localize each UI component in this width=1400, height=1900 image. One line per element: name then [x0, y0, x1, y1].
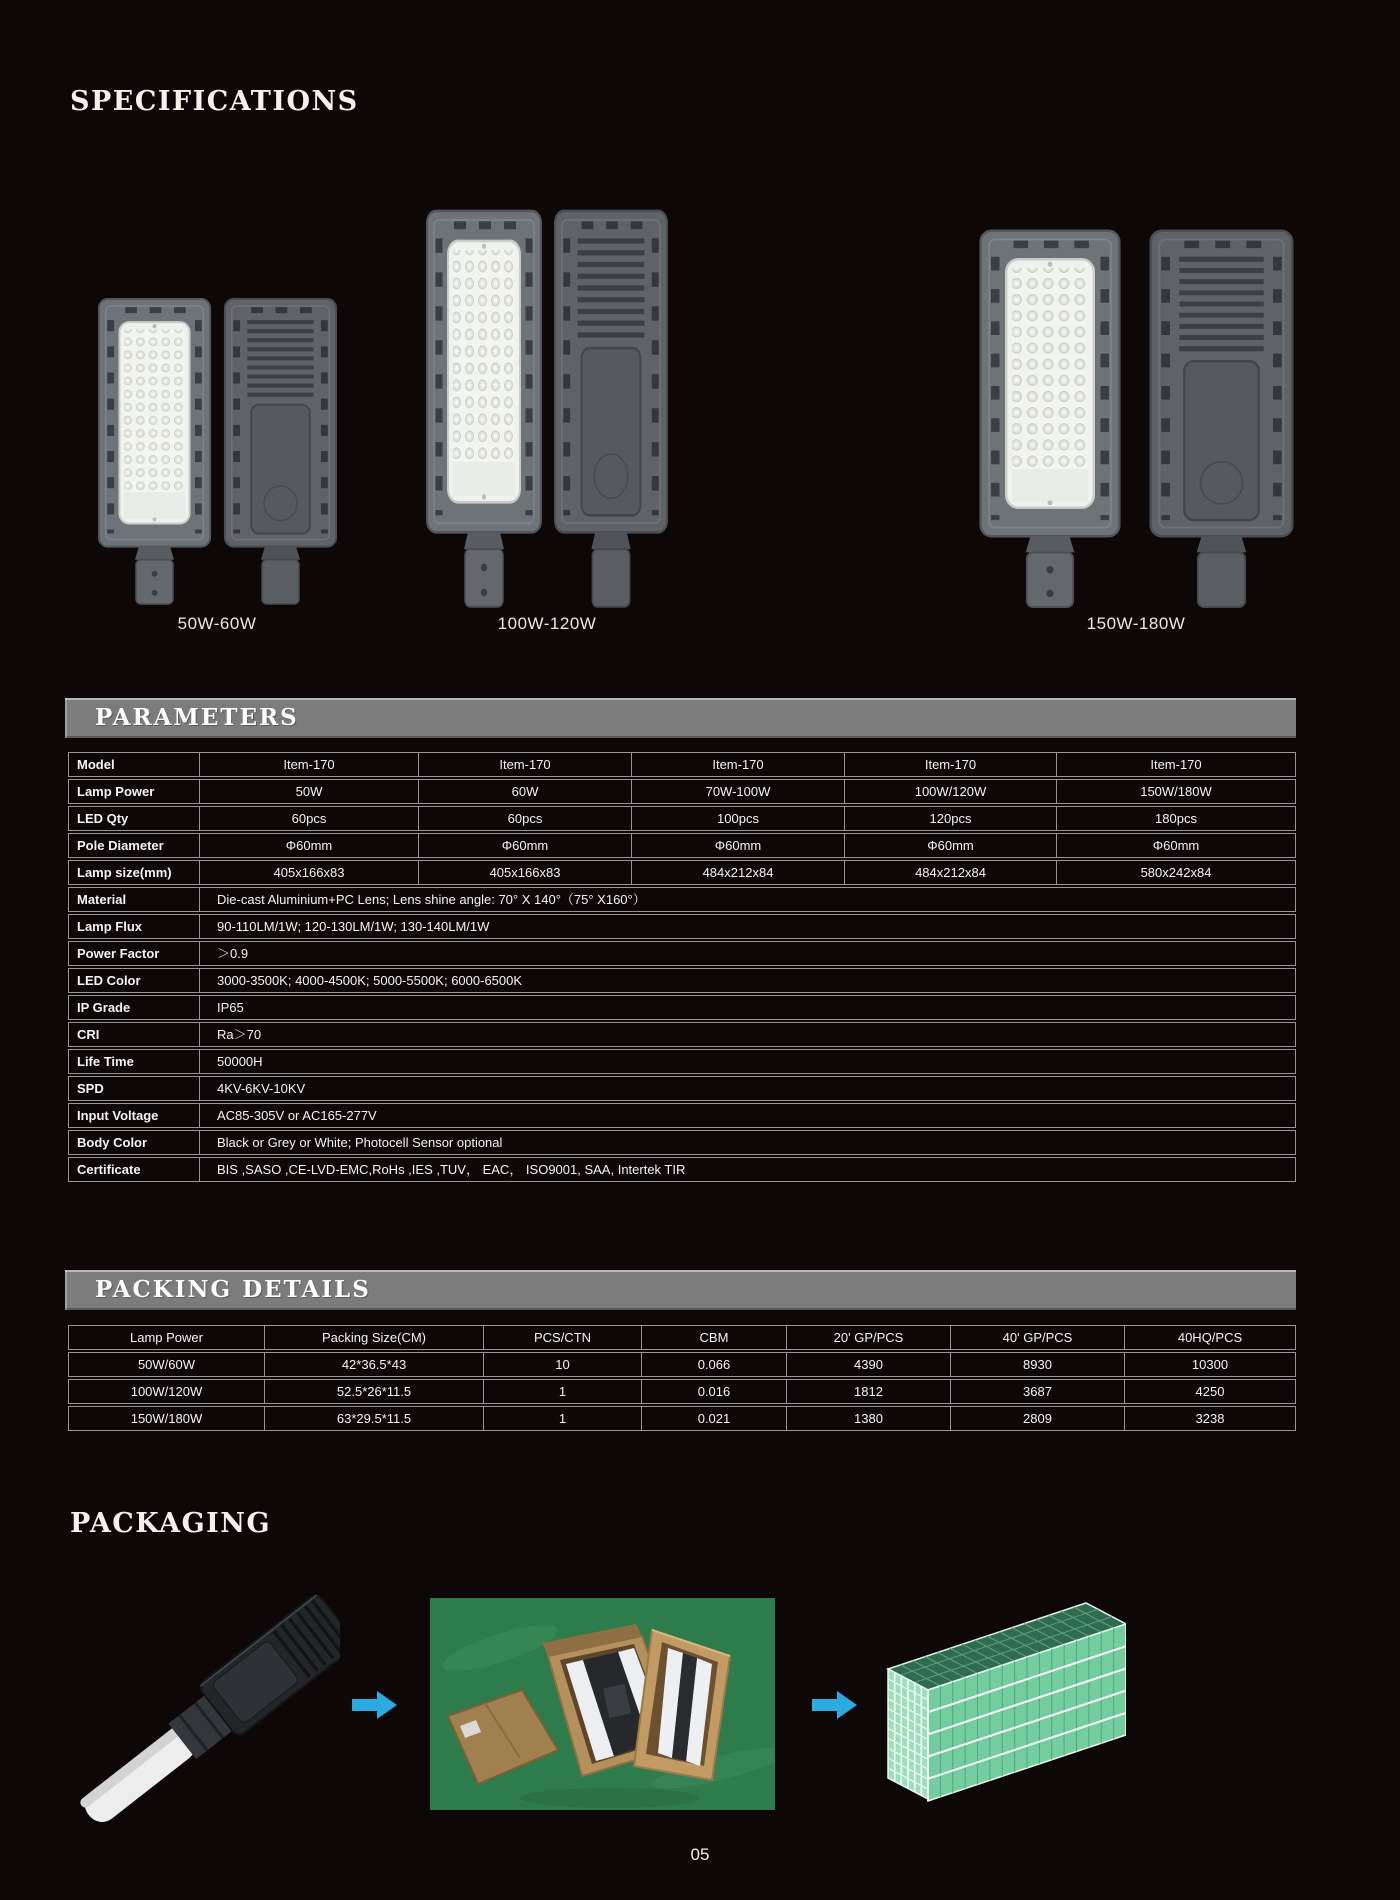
- param-label-cell: Input Voltage: [68, 1103, 200, 1128]
- packing-cell: 10: [483, 1352, 642, 1377]
- param-value-cell: Item-170: [631, 752, 845, 777]
- packing-cell: 10300: [1124, 1352, 1296, 1377]
- param-label-cell: Lamp Flux: [68, 914, 200, 939]
- flow-arrow-icon: [812, 1690, 858, 1720]
- table-row: [68, 995, 1296, 1020]
- packing-cell: 42*36.5*43: [264, 1352, 484, 1377]
- table-row: [68, 1406, 1296, 1431]
- table-row: [68, 914, 1296, 939]
- packing-cell: 1380: [786, 1406, 951, 1431]
- param-label-cell: Model: [68, 752, 200, 777]
- param-value-cell: 60pcs: [418, 806, 632, 831]
- packing-header-cell: 40HQ/PCS: [1124, 1325, 1296, 1350]
- param-label-cell: LED Qty: [68, 806, 200, 831]
- streetlight-100w-back-image: [552, 207, 670, 612]
- param-value-cell: 60pcs: [199, 806, 419, 831]
- packing-table: [68, 1325, 1296, 1433]
- streetlight-150w-front-image: [977, 227, 1123, 612]
- packing-header-cell: Lamp Power: [68, 1325, 265, 1350]
- packing-cell: 100W/120W: [68, 1379, 265, 1404]
- table-row: [68, 1157, 1296, 1182]
- param-value-cell: Φ60mm: [631, 833, 845, 858]
- param-value-cell: 50W: [199, 779, 419, 804]
- param-value-cell: Die-cast Aluminium+PC Lens; Lens shine angle: 70° X 140°（75° X160°）: [199, 887, 1296, 912]
- table-row: [68, 752, 1296, 777]
- param-value-cell: Item-170: [418, 752, 632, 777]
- param-value-cell: 405x166x83: [418, 860, 632, 885]
- table-row: [68, 1022, 1296, 1047]
- param-value-cell: 3000-3500K; 4000-4500K; 5000-5500K; 6000-6500K: [199, 968, 1296, 993]
- param-value-cell: 180pcs: [1056, 806, 1296, 831]
- param-label-cell: IP Grade: [68, 995, 200, 1020]
- table-row: [68, 1379, 1296, 1404]
- packing-section-title: PACKING DETAILS: [95, 1276, 371, 1303]
- packing-cell: 4390: [786, 1352, 951, 1377]
- table-row: [68, 887, 1296, 912]
- packing-cell: 2809: [950, 1406, 1125, 1431]
- parameters-section-title: PARAMETERS: [95, 704, 299, 731]
- param-label-cell: Lamp Power: [68, 779, 200, 804]
- flow-arrow-icon: [352, 1690, 398, 1720]
- param-value-cell: Φ60mm: [199, 833, 419, 858]
- param-label-cell: Pole Diameter: [68, 833, 200, 858]
- param-value-cell: 100pcs: [631, 806, 845, 831]
- table-row: [68, 806, 1296, 831]
- param-value-cell: AC85-305V or AC165-277V: [199, 1103, 1296, 1128]
- packaging-step-container-image: [876, 1596, 1126, 1808]
- param-value-cell: Item-170: [199, 752, 419, 777]
- packing-cell: 1: [483, 1406, 642, 1431]
- streetlight-50w-front-image: [96, 296, 213, 608]
- streetlight-100w-front-image: [424, 207, 544, 612]
- packing-cell: 3238: [1124, 1406, 1296, 1431]
- param-label-cell: Power Factor: [68, 941, 200, 966]
- packing-cell: 150W/180W: [68, 1406, 265, 1431]
- param-value-cell: 90-110LM/1W; 120-130LM/1W; 130-140LM/1W: [199, 914, 1296, 939]
- table-row: [68, 968, 1296, 993]
- param-value-cell: Item-170: [1056, 752, 1296, 777]
- table-row: [68, 860, 1296, 885]
- param-value-cell: Φ60mm: [1056, 833, 1296, 858]
- param-value-cell: Φ60mm: [844, 833, 1057, 858]
- param-value-cell: Black or Grey or White; Photocell Sensor optional: [199, 1130, 1296, 1155]
- param-label-cell: Material: [68, 887, 200, 912]
- param-label-cell: Life Time: [68, 1049, 200, 1074]
- param-value-cell: 484x212x84: [844, 860, 1057, 885]
- param-value-cell: 60W: [418, 779, 632, 804]
- param-value-cell: Φ60mm: [418, 833, 632, 858]
- packing-cell: 8930: [950, 1352, 1125, 1377]
- param-value-cell: 4KV-6KV-10KV: [199, 1076, 1296, 1101]
- param-value-cell: Ra＞70: [199, 1022, 1296, 1047]
- param-value-cell: 100W/120W: [844, 779, 1057, 804]
- table-row: [68, 1103, 1296, 1128]
- param-value-cell: IP65: [199, 995, 1296, 1020]
- table-row: [68, 1049, 1296, 1074]
- streetlight-150w-back-image: [1147, 227, 1296, 612]
- packing-cell: 50W/60W: [68, 1352, 265, 1377]
- product-label-50w: 50W-60W: [177, 614, 257, 633]
- param-value-cell: 120pcs: [844, 806, 1057, 831]
- param-label-cell: LED Color: [68, 968, 200, 993]
- packing-cell: 52.5*26*11.5: [264, 1379, 484, 1404]
- param-value-cell: 70W-100W: [631, 779, 845, 804]
- packing-cell: 0.066: [641, 1352, 787, 1377]
- packing-cell: 1: [483, 1379, 642, 1404]
- packing-header-cell: 20' GP/PCS: [786, 1325, 951, 1350]
- packing-header-cell: Packing Size(CM): [264, 1325, 484, 1350]
- param-value-cell: 405x166x83: [199, 860, 419, 885]
- packaging-step-box-image: [430, 1598, 775, 1810]
- page-number: 05: [690, 1845, 710, 1864]
- param-value-cell: 150W/180W: [1056, 779, 1296, 804]
- table-row: [68, 833, 1296, 858]
- parameters-section-bar: [65, 698, 1296, 738]
- packing-header-cell: PCS/CTN: [483, 1325, 642, 1350]
- table-row: [68, 779, 1296, 804]
- table-row: [68, 941, 1296, 966]
- product-label-100w: 100W-120W: [497, 614, 597, 633]
- param-value-cell: Item-170: [844, 752, 1057, 777]
- param-label-cell: Lamp size(mm): [68, 860, 200, 885]
- packing-cell: 0.021: [641, 1406, 787, 1431]
- specifications-heading: SPECIFICATIONS: [70, 86, 359, 117]
- table-row: [68, 1130, 1296, 1155]
- param-value-cell: 580x242x84: [1056, 860, 1296, 885]
- packing-header-cell: 40' GP/PCS: [950, 1325, 1125, 1350]
- packing-cell: 63*29.5*11.5: [264, 1406, 484, 1431]
- param-value-cell: BIS ,SASO ,CE-LVD-EMC,RoHs ,IES ,TUV， EAC， ISO9001, SAA, Intertek TIR: [199, 1157, 1296, 1182]
- table-row: [68, 1352, 1296, 1377]
- param-label-cell: CRI: [68, 1022, 200, 1047]
- param-value-cell: ＞0.9: [199, 941, 1296, 966]
- param-label-cell: Body Color: [68, 1130, 200, 1155]
- param-value-cell: 50000H: [199, 1049, 1296, 1074]
- param-label-cell: SPD: [68, 1076, 200, 1101]
- streetlight-50w-back-image: [222, 296, 339, 608]
- packing-cell: 4250: [1124, 1379, 1296, 1404]
- packaging-heading: PACKAGING: [70, 1508, 272, 1539]
- packing-cell: 0.016: [641, 1379, 787, 1404]
- table-header-row: [68, 1325, 1296, 1350]
- packaging-step-lamp-image: [70, 1580, 340, 1825]
- packing-header-cell: CBM: [641, 1325, 787, 1350]
- param-value-cell: 484x212x84: [631, 860, 845, 885]
- packing-section-bar: [65, 1270, 1296, 1310]
- param-label-cell: Certificate: [68, 1157, 200, 1182]
- table-row: [68, 1076, 1296, 1101]
- parameters-table: [68, 752, 1296, 1184]
- product-label-150w: 150W-180W: [1086, 614, 1186, 633]
- packing-cell: 3687: [950, 1379, 1125, 1404]
- packing-cell: 1812: [786, 1379, 951, 1404]
